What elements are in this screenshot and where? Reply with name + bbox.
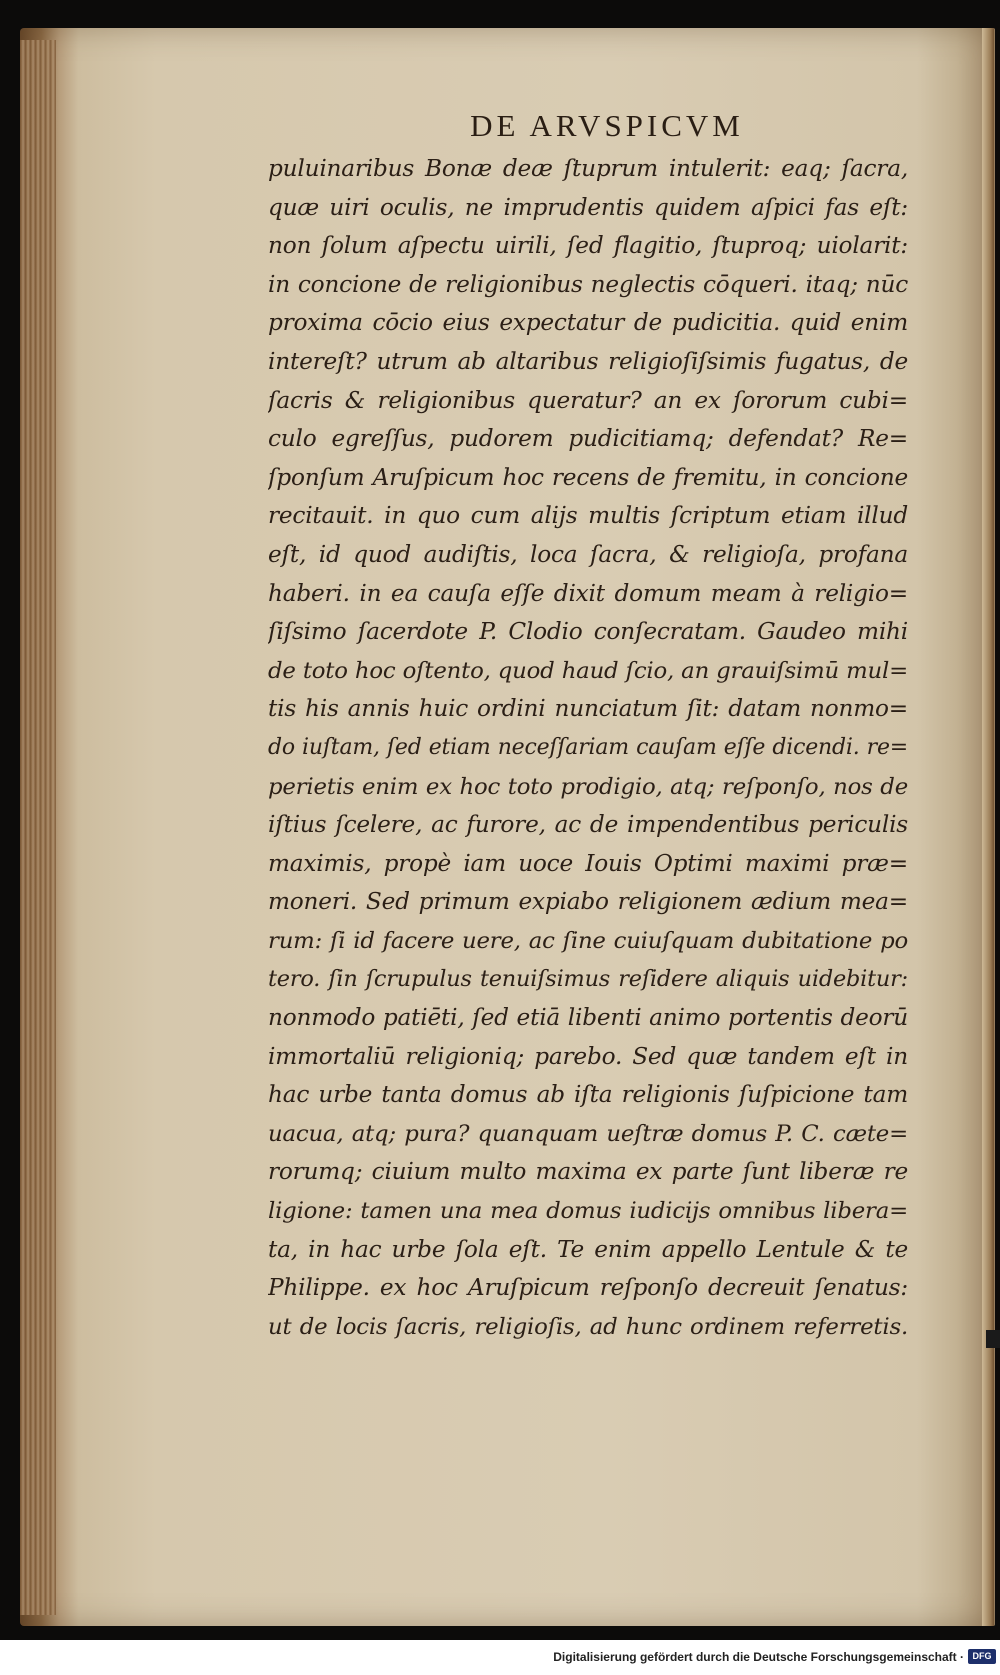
text-line: non ſolum aſpectu uirili, ſed flagitio, ſtuproq; uiolarit:	[268, 232, 908, 260]
text-line: puluinaribus Bonæ deæ ſtuprum intulerit: eaq; ſacra,	[268, 155, 908, 182]
text-line: iſtius ſcelere, ac furore, ac de impendentibus periculis	[268, 811, 908, 839]
text-line: intereſt? utrum ab altaribus religioſiſsimis fugatus, de	[268, 347, 908, 375]
text-line: ligione: tamen una mea domus iudicijs omnibus libera=	[268, 1198, 908, 1225]
text-line: rum: ſi id facere uere, ac ſine cuiuſquam dubitatione po	[268, 927, 908, 954]
page-edges-left	[20, 40, 56, 1615]
text-line: perietis enim ex hoc toto prodigio, atq; reſponſo, nos de	[268, 773, 908, 800]
text-line: ſponſum Aruſpicum hoc recens de fremitu, in concione	[268, 463, 908, 491]
text-line: nonmodo patiēti, ſed etiā libenti animo portentis deorū	[268, 1004, 908, 1032]
text-line: immortaliū religioniq; parebo. Sed quæ tandem eſt in	[268, 1042, 908, 1070]
text-line: ſacris & religionibus queratur? an ex ſororum cubi=	[268, 386, 908, 414]
footer	[0, 1640, 1000, 1675]
text-line: culo egreſſus, pudorem pudicitiamq; defendat? Re=	[268, 425, 908, 453]
text-line: proxima cōcio eius expectatur de pudicitia. quid enim	[268, 309, 908, 337]
text-line: moneri. Sed primum expiabo religionem ædium mea=	[268, 888, 908, 916]
page-text	[268, 108, 908, 1346]
scan-marker	[986, 1330, 1000, 1348]
dfg-logo-icon: DFG	[968, 1649, 996, 1664]
text-line: tis his annis huic ordini nunciatum ſit: datam nonmo=	[268, 695, 908, 723]
funding-credit: Digitalisierung gefördert durch die Deutsche Forschungsgemeinschaft ·	[553, 1650, 964, 1664]
text-line: tero. ſin ſcrupulus tenuiſsimus reſidere aliquis uidebitur:	[268, 966, 908, 993]
text-line: do iuſtam, ſed etiam neceſſariam cauſam eſſe dicendi. re=	[268, 734, 908, 760]
text-lines	[268, 150, 908, 1346]
text-line: ſiſsimo ſacerdote P. Clodio conſecratam. Gaudeo mihi	[268, 618, 908, 646]
text-line: hac urbe tanta domus ab iſta religionis ſuſpicione tam	[268, 1081, 908, 1109]
text-line: in concione de religionibus neglectis cōqueri. itaq; nūc	[268, 270, 908, 298]
page-edge-right	[982, 28, 994, 1626]
text-line: ut de locis ſacris, religioſis, ad hunc ordinem referretis.	[268, 1313, 908, 1340]
text-line: quæ uiri oculis, ne imprudentis quidem aſpici fas eſt:	[268, 193, 908, 221]
text-line: recitauit. in quo cum alijs multis ſcriptum etiam illud	[268, 502, 908, 530]
text-line: Philippe. ex hoc Aruſpicum reſponſo decreuit ſenatus:	[268, 1274, 908, 1302]
running-head: DE ARVSPICVM	[470, 108, 744, 143]
text-line: ta, in hac urbe ſola eſt. Te enim appello Lentule & te	[268, 1235, 908, 1263]
text-line: uacua, atq; pura? quanquam ueſtræ domus P. C. cæte=	[268, 1120, 908, 1147]
text-line: maximis, propè iam uoce Iouis Optimi maximi præ=	[268, 849, 908, 877]
text-line: haberi. in ea cauſa eſſe dixit domum meam à religio=	[268, 579, 908, 607]
text-line: rorumq; ciuium multo maxima ex parte ſunt liberæ re	[268, 1158, 908, 1186]
text-line: eſt, id quod audiſtis, loca ſacra, & religioſa, profana	[268, 540, 908, 568]
text-line: de toto hoc oſtento, quod haud ſcio, an grauiſsimū mul=	[268, 657, 908, 684]
